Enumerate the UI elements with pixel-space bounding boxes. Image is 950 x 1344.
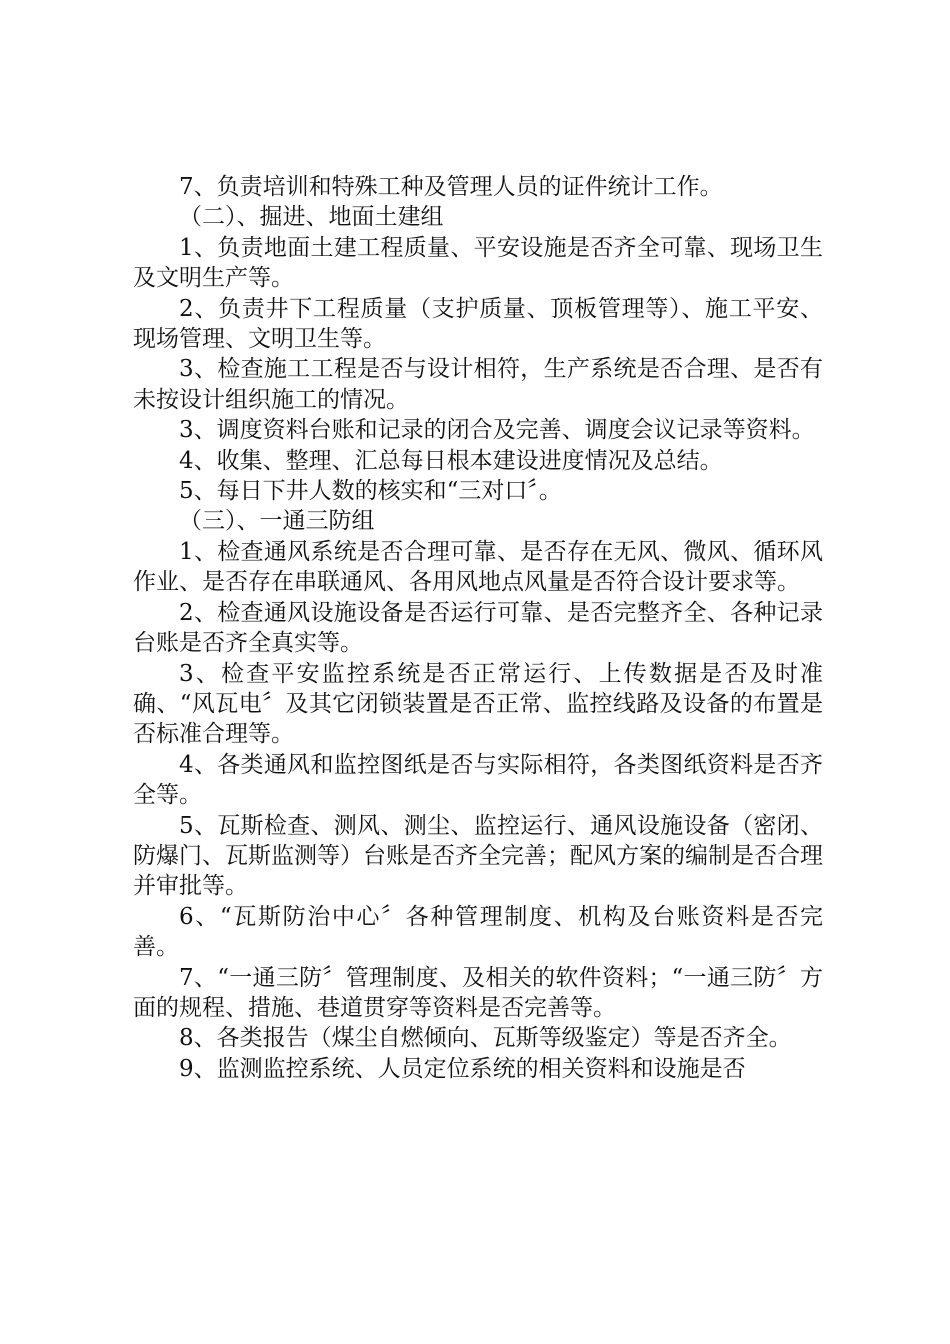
paragraph-item-5-gas-check: 5、瓦斯检查、测风、测尘、监控运行、通风设施设备（密闭、防爆门、瓦斯监测等）台账是否齐全完善；配风方案的编制是否合理并审批等。 [133,812,823,900]
paragraph-item-1-ventilation: 1、检查通风系统是否合理可靠、是否存在无风、微风、循环风作业、是否存在串联通风、各用风地点风量是否符合设计要求等。 [133,538,823,596]
paragraph-item-2-underground: 2、负责井下工程质量（支护质量、顶板管理等）、施工平安、现场管理、文明卫生等。 [133,295,823,353]
paragraph-item-7-regulations: 7、“一通三防〞管理制度、及相关的软件资料；“一通三防〞方面的规程、措施、巷道贯穿等资料是否完善等。 [133,964,823,1021]
paragraph-item-1-civil: 1、负责地面土建工程质量、平安设施是否齐全可靠、现场卫生及文明生产等。 [133,234,823,292]
paragraph-item-6-gas-center: 6、“瓦斯防治中心〞各种管理制度、机构及台账资料是否完善。 [133,903,823,961]
paragraph-item-8-reports: 8、各类报告（煤尘自燃倾向、瓦斯等级鉴定）等是否齐全。 [179,1025,792,1052]
paragraph-item-7-training: 7、负责培训和特殊工种及管理人员的证件统计工作。 [179,174,723,200]
section-heading-3: （三）、一通三防组 [179,508,375,535]
document-body [133,172,823,1084]
paragraph-item-9-monitoring-system: 9、监测监控系统、人员定位系统的相关资料和设施是否 [179,1055,746,1082]
paragraph-item-3-dispatch: 3、调度资料台账和记录的闭合及完善、调度会议记录等资料。 [179,417,815,444]
section-heading-2: （二）、掘进、地面土建组 [179,204,444,231]
paragraph-item-3-design-check: 3、检查施工工程是否与设计相符，生产系统是否合理、是否有未按设计组织施工的情况。 [133,356,823,413]
paragraph-item-4-progress: 4、收集、整理、汇总每日根本建设进度情况及总结。 [179,447,723,474]
paragraph-item-2-ventilation-equipment: 2、检查通风设施设备是否运行可靠、是否完整齐全、各种记录台账是否齐全真实等。 [133,599,823,657]
paragraph-item-5-headcount: 5、每日下井人数的核实和“三对口〞。 [179,478,562,505]
paragraph-item-4-drawings: 4、各类通风和监控图纸是否与实际相符，各类图纸资料是否齐全等。 [133,751,823,809]
paragraph-item-3-monitoring: 3、检查平安监控系统是否正常运行、上传数据是否及时准确、“风瓦电〞及其它闭锁装置是否正常、监控线路及设备的布置是否标准合理等。 [133,660,823,748]
